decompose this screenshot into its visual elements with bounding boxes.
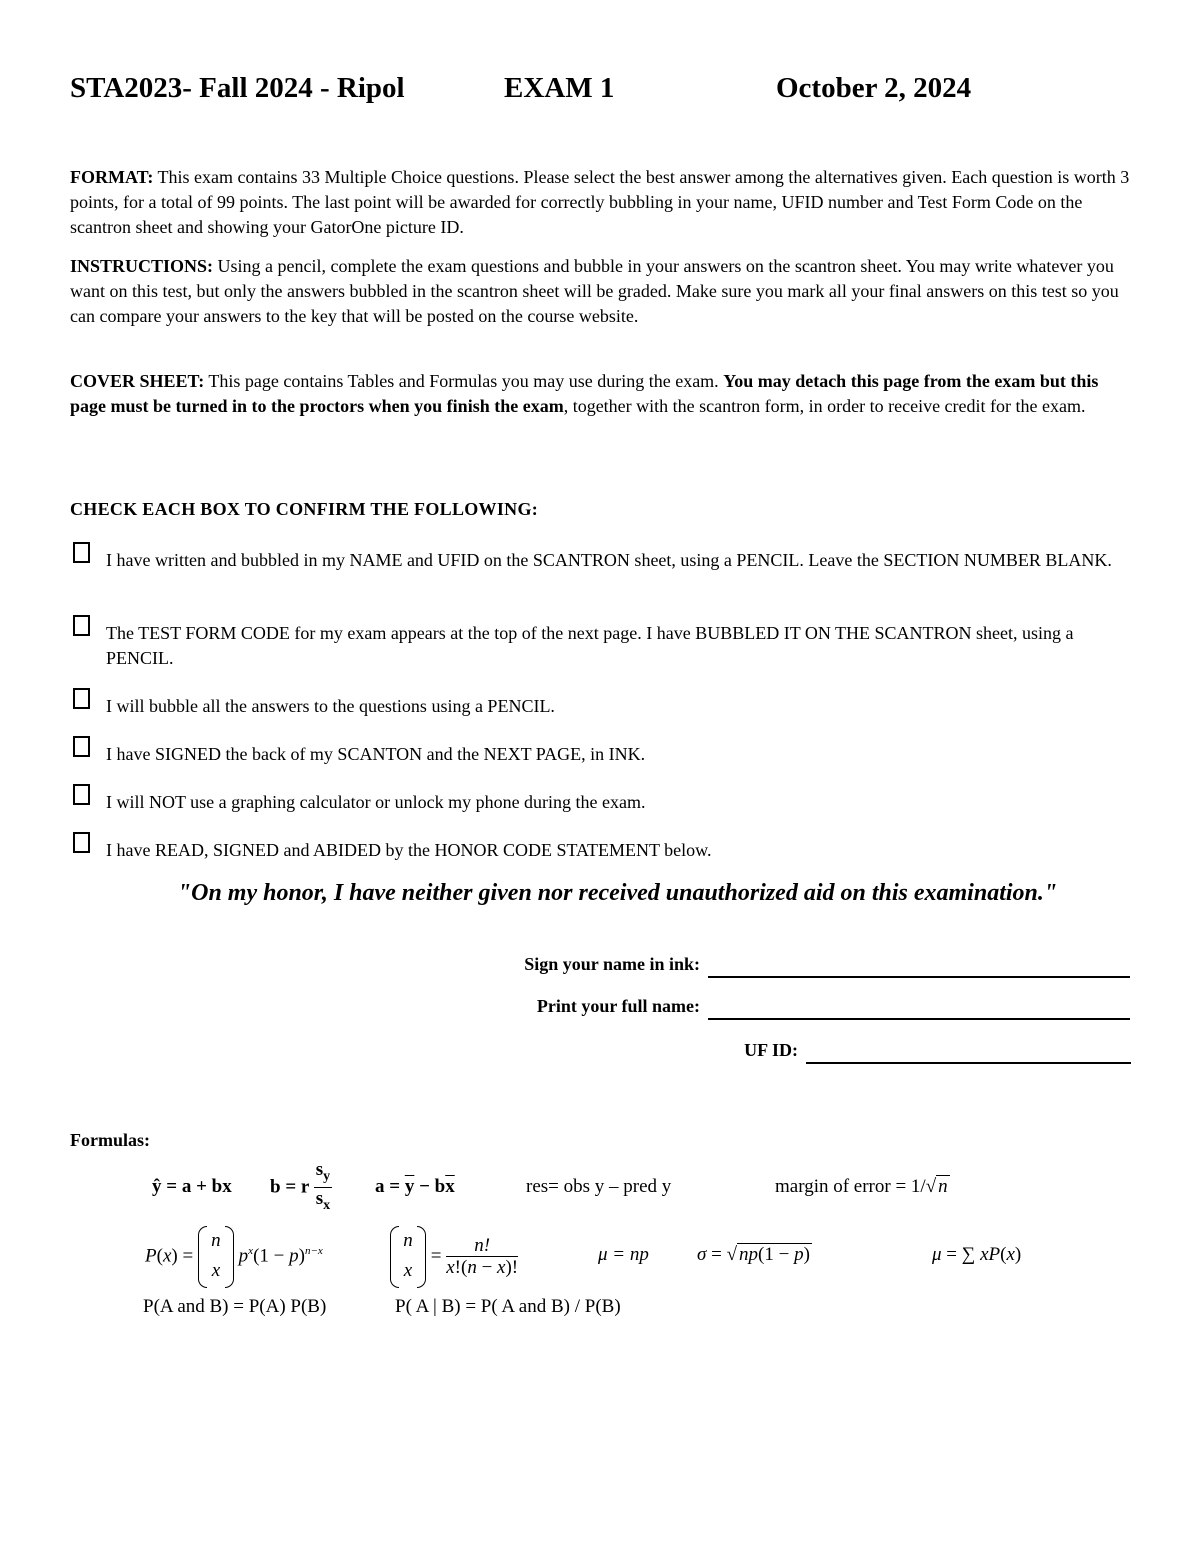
print-name-label: Print your full name: [536, 996, 700, 1016]
intercept-formula: $a = \overline{y} - b\overline{x}$ [375, 1176, 455, 1197]
checklist-item-text: The TEST FORM CODE for my exam appears at the top of the next page. I have BUBBLED IT ON THE SCANTRON sheet, using a PENCIL. [106, 623, 1074, 668]
ufid-label: UF ID: [744, 1040, 798, 1060]
format-paragraph [70, 165, 1130, 240]
format-text: This exam contains 33 Multiple Choice questions. Please select the best answer among the alternatives given. Each question is worth 3 points, for a total of 99 points. The last point will be awarded for correctly bubbling in your name, UFID number and Test Form Code on the scantron sheet and showing your GatorOne picture ID. [70, 167, 1130, 237]
checkbox[interactable] [73, 736, 90, 757]
independence-formula: P(A and B) = P(A) P(B) [143, 1296, 327, 1317]
instructions-text: Using a pencil, complete the exam questions and bubble in your answers on the scantron sheet. You may write whatever you want on this test, but only the answers bubbled in the scantron sheet will be graded. Make sure you mark all your final answers on this test so you can compare your answers to the key that will be posted on the course website. [70, 256, 1119, 326]
cover-sheet-bold-text: You may detach this page from the exam but this page must be turned in to the proctors when you finish the exam [70, 371, 1099, 416]
sign-name-line[interactable] [708, 954, 1130, 978]
checkbox[interactable] [73, 542, 90, 563]
checklist-item-text: I have SIGNED the back of my SCANTON and the NEXT PAGE, in INK. [106, 744, 646, 764]
checkbox[interactable] [73, 784, 90, 805]
checklist-item-text: I will bubble all the answers to the questions using a PENCIL. [106, 696, 555, 716]
honor-statement: "On my honor, I have neither given nor received unauthorized aid on this examination." [177, 880, 1058, 906]
print-name-line[interactable] [708, 996, 1130, 1020]
instructions-label: INSTRUCTIONS: [70, 256, 214, 276]
exam-header [70, 72, 1150, 112]
cover-sheet-paragraph [70, 369, 1130, 419]
checklist-item-text: I will NOT use a graphing calculator or unlock my phone during the exam. [106, 792, 646, 812]
checkbox[interactable] [73, 615, 90, 636]
checklist-item-text: I have READ, SIGNED and ABIDED by the HONOR CODE STATEMENT below. [106, 840, 712, 860]
format-label: FORMAT: [70, 167, 154, 187]
margin-of-error-formula: margin of error = 1/√ n [775, 1176, 948, 1197]
cover-sheet-label: COVER SHEET: [70, 371, 205, 391]
expected-value-formula: μ = ∑ xP(x) [932, 1244, 1022, 1265]
checkbox[interactable] [73, 688, 90, 709]
sign-name-row [300, 954, 700, 984]
exam-title: EXAM 1 [504, 72, 615, 104]
regression-line-formula: ŷ = a + bx [152, 1176, 232, 1197]
instructions-paragraph [70, 254, 1130, 329]
formulas-heading: Formulas: [70, 1130, 150, 1150]
binomial-coefficient-formula: n x = $\frac{n!}{x!(n - x)!}$ [390, 1226, 518, 1288]
ufid-line[interactable] [806, 1040, 1131, 1064]
course-title: STA2023- Fall 2024 - Ripol [70, 72, 405, 104]
print-name-row [300, 996, 700, 1026]
residual-formula: res= obs y – pred y [526, 1176, 672, 1197]
checklist-item-text: I have written and bubbled in my NAME and UFID on the SCANTRON sheet, using a PENCIL. Leave the SECTION NUMBER BLANK. [106, 550, 1112, 570]
ufid-row [600, 1040, 798, 1070]
sign-name-label: Sign your name in ink: [524, 954, 700, 974]
checklist-heading: CHECK EACH BOX TO CONFIRM THE FOLLOWING: [70, 499, 539, 519]
cover-sheet-text: This page contains Tables and Formulas you may use during the exam. [204, 371, 724, 391]
margin-of-error-text: margin of error = 1/ [775, 1176, 926, 1197]
conditional-probability-formula: P( A | B) = P( A and B) / P(B) [395, 1296, 621, 1317]
exam-date: October 2, 2024 [776, 72, 972, 104]
cover-sheet-text-end: , together with the scantron form, in order to receive credit for the exam. [563, 396, 1086, 416]
slope-formula: b = r $\frac{s_y}{s_x}$ [270, 1160, 332, 1217]
binomial-probability-formula: P(x) = n x $p^x(1 - p)^{n-x}$ [145, 1226, 323, 1288]
binomial-mean-formula: μ = np [598, 1244, 649, 1265]
checkbox[interactable] [73, 832, 90, 853]
binomial-sd-formula: σ = √ np(1 − p) [697, 1244, 810, 1265]
